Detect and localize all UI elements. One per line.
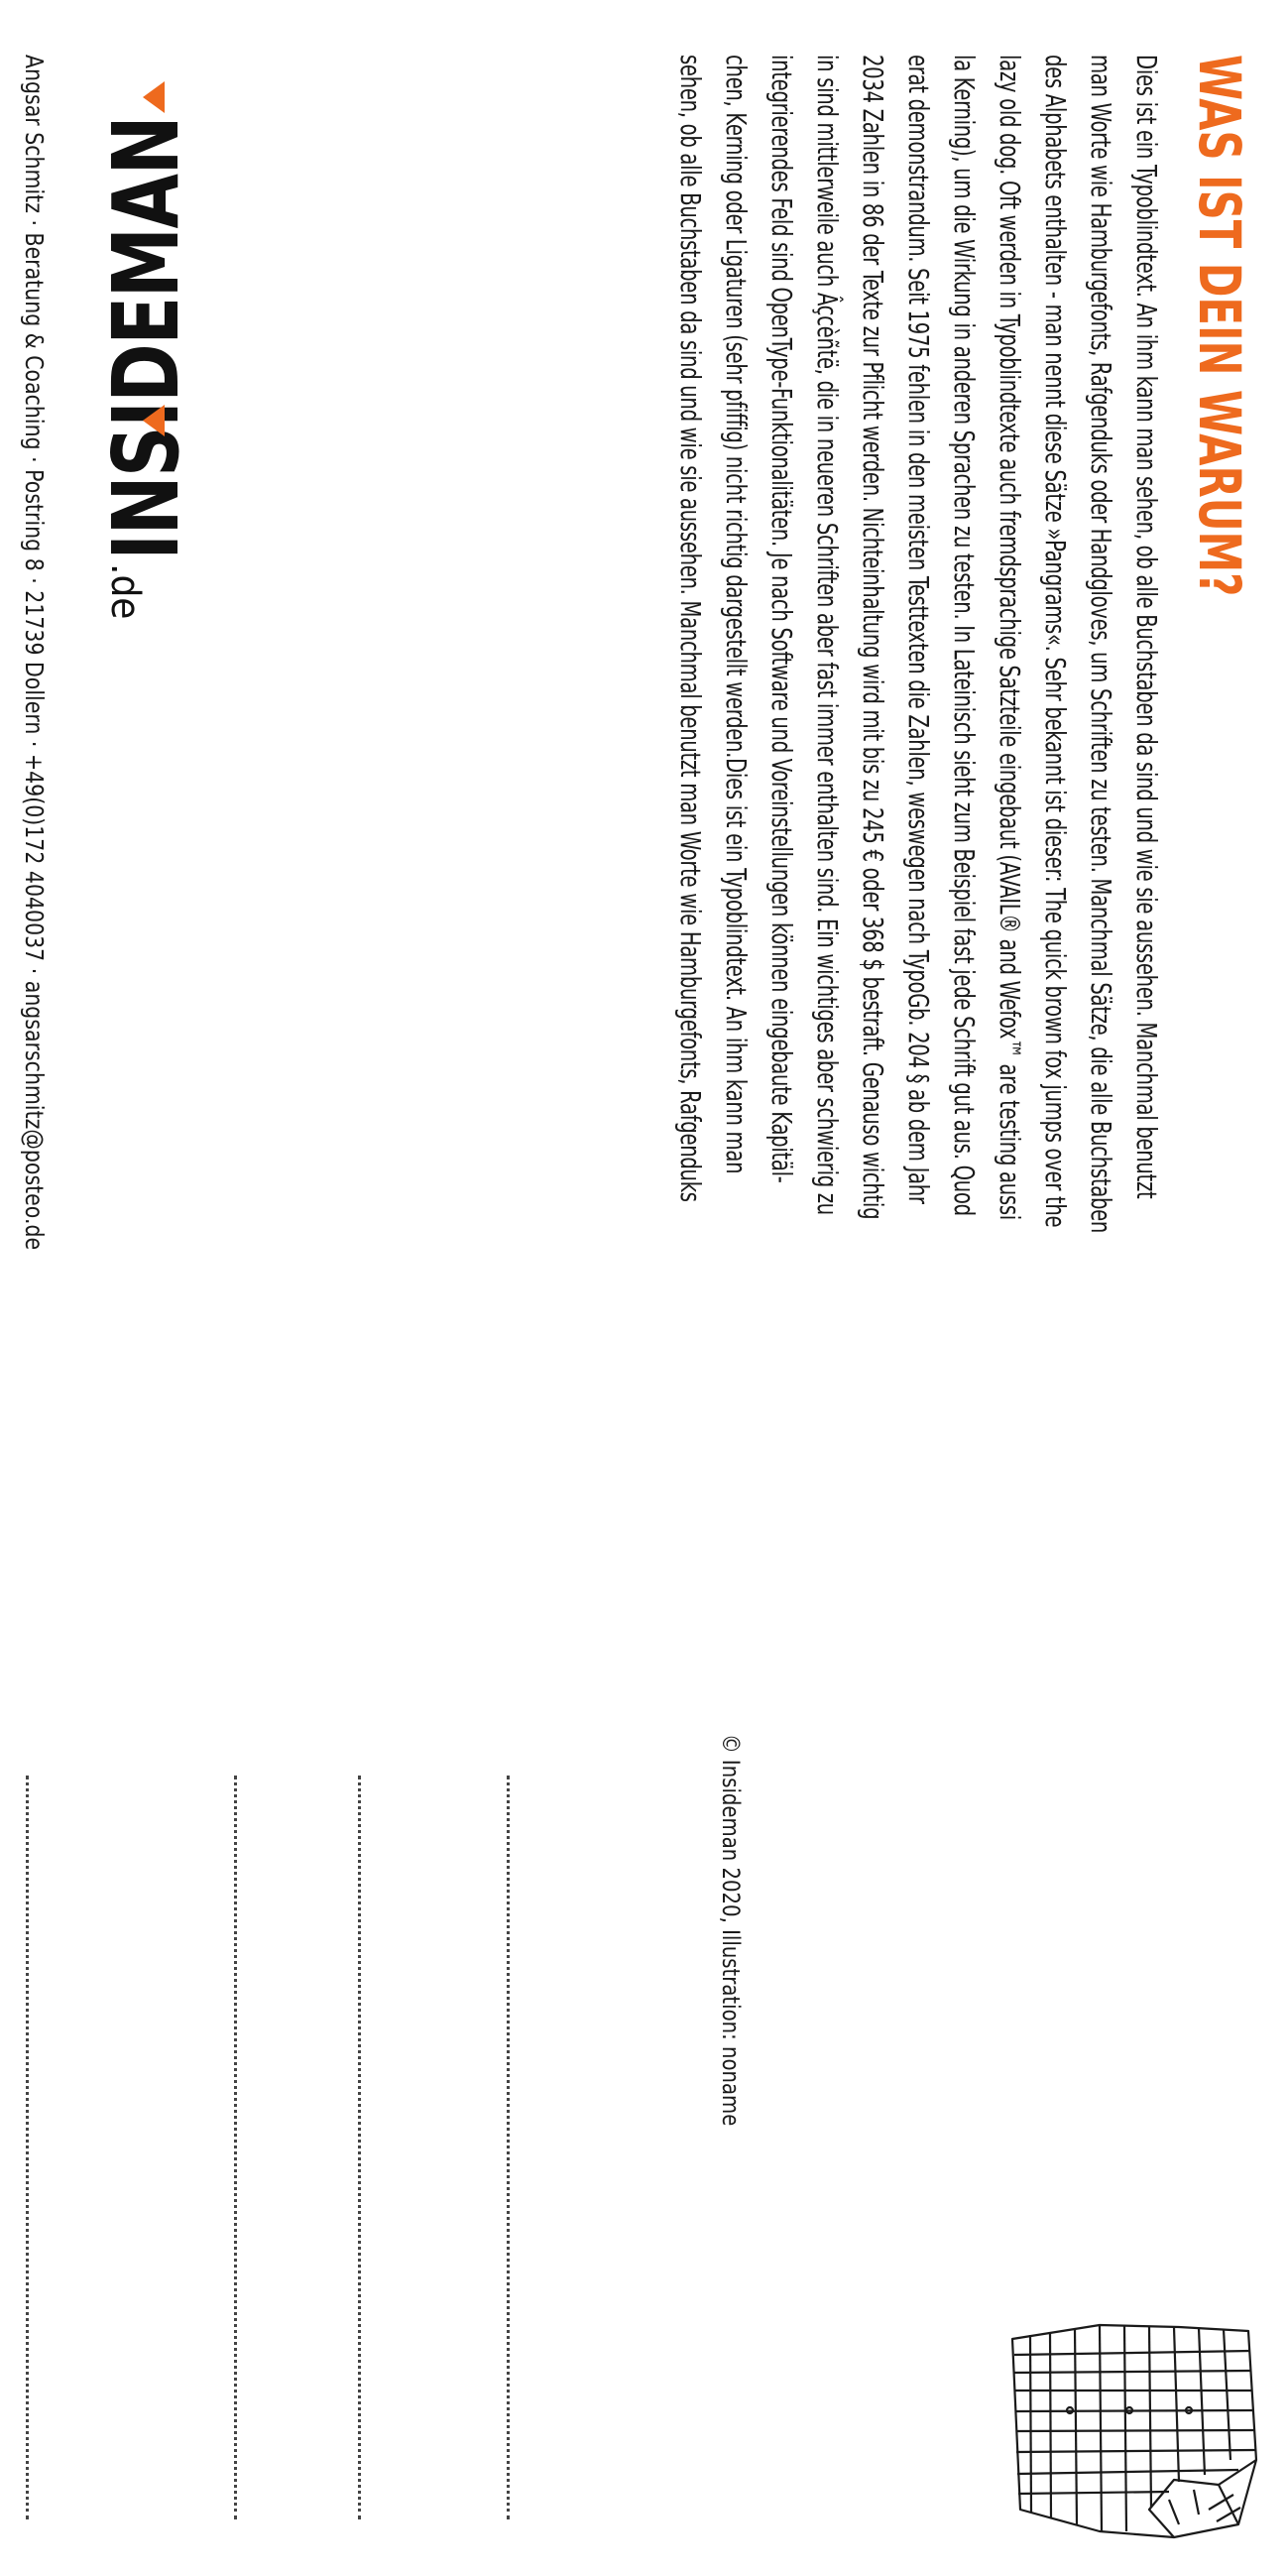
body-line: sehen, ob alle Buchstaben da sind und wie sie aussehen. Manchmal benutzt man Worte wie Hamburgefonts, Rafgenduks [674, 55, 707, 1202]
body-line: chen, Kerning oder Ligaturen (sehr pfiffig) nicht richtig dargestellt werden.Dies ist ein Typoblindtext. An ihm kann man [720, 55, 753, 1174]
body-line: des Alphabets enthalten - man nennt diese Sätze »Pangrams«. Sehr bekannt ist dieser: The quick brown fox jumps over the [1039, 55, 1072, 1228]
contact-line: Angsar Schmitz · Beratung & Coaching · Postring 8 · 21739 Dollern · +49(0)172 4040037 · angsarschmitz@posteo.de [20, 55, 49, 1251]
address-line [507, 1776, 510, 2519]
logo-domain: .de [102, 562, 148, 620]
body-text [667, 55, 1169, 1721]
address-line [358, 1776, 361, 2519]
address-line [26, 1776, 29, 2519]
logo [93, 55, 199, 625]
body-line: integrierendes Feld sind OpenType-Funktionalitäten. Je nach Software und Voreinstellungen können eingebaute Kapitäl- [765, 55, 798, 1183]
body-line: lazy old dog. Oft werden in Typoblindtexte auch fremdsprachige Satzteile eingebaut (AVAIL® and Wefox™ are testing aussi [994, 55, 1026, 1220]
body-line: erat demonstrandum. Seit 1975 fehlen in den meisten Testtexten die Zahlen, weswegen nach TypoGb. 204 § ab dem Jahr [902, 55, 935, 1204]
logo-wordmark: INSIDEMAN [93, 116, 199, 560]
copyright: © Insideman 2020, Illustration: noname [717, 1734, 745, 2127]
checkered-shirt-icon [1000, 2311, 1268, 2549]
address-line [234, 1776, 237, 2519]
body-line: man Worte wie Hamburgefonts, Rafgenduks oder Handgloves, um Schriften zu testen. Manchmal Sätze, die alle Buchstaben [1085, 55, 1117, 1234]
body-line: 2034 Zahlen in 86 der Texte zur Pflicht werden. Nichteinhaltung wird mit bis zu 245 € oder 368 $ bestraft. Genauso wichtig [857, 55, 889, 1220]
body-line: Dies ist ein Typoblindtext. An ihm kann man sehen, ob alle Buchstaben da sind und wie sie aussehen. Manchmal benutzt [1130, 55, 1163, 1199]
body-line: in sind mittlerweile auch Âçcèñtë, die in neueren Schriften aber fast immer enthalten sind. Ein wichtiges aber schwierig zu [811, 55, 844, 1215]
body-line: la Kerning), um die Wirkung in anderen Sprachen zu testen. In Lateinisch sieht zum Beispiel fast jede Schrift gut aus. Quod [948, 55, 981, 1216]
logo-arrow-right-icon [143, 405, 165, 436]
logo-arrow-left-icon [143, 81, 165, 113]
headline: WAS IST DEIN WARUM? [1186, 55, 1253, 597]
